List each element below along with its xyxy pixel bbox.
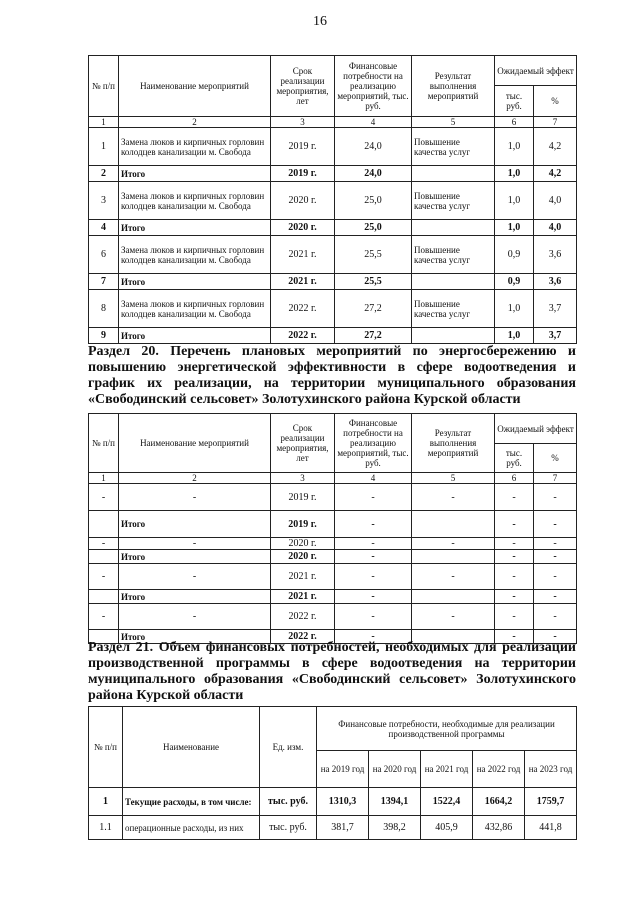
row-effect: - <box>495 550 534 564</box>
header-name: Наименование мероприятий <box>119 56 271 117</box>
row-effect: - <box>495 484 534 511</box>
table-row <box>89 590 577 604</box>
row-value: 1394,1 <box>369 788 421 816</box>
row-percent: 4,0 <box>534 182 577 220</box>
header-effect-percent: % <box>534 444 577 473</box>
row-effect: 0,9 <box>495 236 534 274</box>
row-num: - <box>89 604 119 630</box>
row-num <box>89 590 119 604</box>
row-term: 2021 г. <box>271 590 335 604</box>
row-num: - <box>89 484 119 511</box>
row-finance: 25,5 <box>335 274 412 290</box>
row-result <box>412 590 495 604</box>
row-term: 2019 г. <box>271 166 335 182</box>
row-term: 2022 г. <box>271 630 335 644</box>
row-finance: 25,5 <box>335 236 412 274</box>
row-result <box>412 550 495 564</box>
col-number: 3 <box>271 117 335 128</box>
row-num: 6 <box>89 236 119 274</box>
row-finance: - <box>335 630 412 644</box>
row-term: 2022 г. <box>271 604 335 630</box>
col-number: 3 <box>271 473 335 484</box>
row-percent: - <box>534 484 577 511</box>
row-effect: - <box>495 564 534 590</box>
row-effect: 1,0 <box>495 128 534 166</box>
col-number: 6 <box>495 117 534 128</box>
row-percent: 3,6 <box>534 274 577 290</box>
table-row <box>89 788 577 816</box>
row-value: 1522,4 <box>421 788 473 816</box>
row-unit: тыс. руб. <box>260 788 317 816</box>
row-name: Текущие расходы, в том числе: <box>123 788 260 816</box>
row-term: 2022 г. <box>271 328 335 344</box>
row-percent: - <box>534 590 577 604</box>
col-number: 2 <box>119 117 271 128</box>
row-num <box>89 550 119 564</box>
header-term: Срок реализации мероприятия, лет <box>271 414 335 473</box>
table-row <box>89 274 577 290</box>
col-number: 4 <box>335 117 412 128</box>
row-name: - <box>119 604 271 630</box>
table-row <box>89 328 577 344</box>
row-result <box>412 511 495 538</box>
row-name: Замена люков и кирпичных горловин колодцев канализации м. Свобода <box>119 290 271 328</box>
row-num: 2 <box>89 166 119 182</box>
col-number: 5 <box>412 117 495 128</box>
row-percent: 3,6 <box>534 236 577 274</box>
row-value: 1759,7 <box>525 788 577 816</box>
row-finance: 25,0 <box>335 182 412 220</box>
header-result: Результат выполнения мероприятий <box>412 56 495 117</box>
header-result: Результат выполнения мероприятий <box>412 414 495 473</box>
page-number: 16 <box>313 14 327 29</box>
row-num: 1.1 <box>89 816 123 840</box>
row-term: 2020 г. <box>271 220 335 236</box>
row-name: - <box>119 564 271 590</box>
header-year: на 2022 год <box>473 751 525 788</box>
table-row <box>89 182 577 220</box>
section-20-title: Раздел 20. Перечень плановых мероприятий по энергосбережению и повышению энергетической эффективности в сфере водоотведения и график их реализации, на территории муниципального образования «Свободинский сельсовет» Золотухинского района Курской области <box>88 344 576 407</box>
row-result: - <box>412 484 495 511</box>
header-unit: Ед. изм. <box>260 707 317 788</box>
col-number: 7 <box>534 117 577 128</box>
col-number: 6 <box>495 473 534 484</box>
row-name: Итого <box>119 590 271 604</box>
row-name: Замена люков и кирпичных горловин колодцев канализации м. Свобода <box>119 236 271 274</box>
header-term: Срок реализации мероприятия, лет <box>271 56 335 117</box>
header-finance: Финансовые потребности на реализацию мероприятий, тыс. руб. <box>335 414 412 473</box>
row-result <box>412 274 495 290</box>
table-row <box>89 538 577 550</box>
header-finance: Финансовые потребности на реализацию мероприятий, тыс. руб. <box>335 56 412 117</box>
row-name: Замена люков и кирпичных горловин колодцев канализации м. Свобода <box>119 182 271 220</box>
section-21-title: Раздел 21. Объем финансовых потребностей, необходимых для реализации производственной программы в сфере водоотведения на территории муниципального образования «Свободинский сельсовет» Золотухинского района Курской области <box>88 640 576 703</box>
row-finance: 25,0 <box>335 220 412 236</box>
table-row <box>89 290 577 328</box>
row-effect: 0,9 <box>495 274 534 290</box>
row-name: Итого <box>119 630 271 644</box>
row-num: 4 <box>89 220 119 236</box>
row-finance: 24,0 <box>335 128 412 166</box>
row-term: 2021 г. <box>271 274 335 290</box>
row-term: 2020 г. <box>271 538 335 550</box>
row-term: 2022 г. <box>271 290 335 328</box>
row-num: 1 <box>89 128 119 166</box>
table-row <box>89 816 577 840</box>
row-result <box>412 220 495 236</box>
row-result: Повышение качества услуг <box>412 236 495 274</box>
row-term: 2019 г. <box>271 484 335 511</box>
row-num: - <box>89 538 119 550</box>
header-effect: Ожидаемый эффект <box>495 56 577 86</box>
table-row <box>89 511 577 538</box>
col-number: 7 <box>534 473 577 484</box>
row-value: 381,7 <box>317 816 369 840</box>
row-percent: - <box>534 604 577 630</box>
row-term: 2021 г. <box>271 564 335 590</box>
header-effect-percent: % <box>534 86 577 117</box>
row-term: 2021 г. <box>271 236 335 274</box>
row-term: 2019 г. <box>271 128 335 166</box>
row-result: Повышение качества услуг <box>412 182 495 220</box>
row-result: - <box>412 538 495 550</box>
row-num <box>89 511 119 538</box>
row-result: Повышение качества услуг <box>412 128 495 166</box>
row-finance: - <box>335 590 412 604</box>
row-effect: - <box>495 630 534 644</box>
measures-table-1 <box>88 55 577 344</box>
row-value: 441,8 <box>525 816 577 840</box>
row-effect: 1,0 <box>495 220 534 236</box>
row-name: - <box>119 484 271 511</box>
row-num: 3 <box>89 182 119 220</box>
table-row <box>89 166 577 182</box>
col-number: 1 <box>89 473 119 484</box>
row-effect: - <box>495 590 534 604</box>
row-num: 7 <box>89 274 119 290</box>
col-number: 5 <box>412 473 495 484</box>
row-term: 2020 г. <box>271 182 335 220</box>
row-result: - <box>412 564 495 590</box>
header-name: Наименование мероприятий <box>119 414 271 473</box>
row-effect: 1,0 <box>495 328 534 344</box>
row-finance: - <box>335 484 412 511</box>
row-percent: 3,7 <box>534 328 577 344</box>
table-row <box>89 550 577 564</box>
row-percent: 3,7 <box>534 290 577 328</box>
row-effect: 1,0 <box>495 290 534 328</box>
row-name: операционные расходы, из них <box>123 816 260 840</box>
row-name: Итого <box>119 550 271 564</box>
row-name: Итого <box>119 328 271 344</box>
row-finance: 27,2 <box>335 328 412 344</box>
row-percent: - <box>534 630 577 644</box>
table-row <box>89 220 577 236</box>
row-name: - <box>119 538 271 550</box>
header-finance: Финансовые потребности, необходимые для реализации производственной программы <box>317 707 577 751</box>
row-finance: - <box>335 538 412 550</box>
row-percent: - <box>534 564 577 590</box>
row-name: Итого <box>119 166 271 182</box>
row-num: 9 <box>89 328 119 344</box>
header-name: Наименование <box>123 707 260 788</box>
row-num: 1 <box>89 788 123 816</box>
row-finance: 24,0 <box>335 166 412 182</box>
col-number: 2 <box>119 473 271 484</box>
row-value: 1310,3 <box>317 788 369 816</box>
row-effect: - <box>495 538 534 550</box>
row-effect: - <box>495 511 534 538</box>
row-name: Замена люков и кирпичных горловин колодцев канализации м. Свобода <box>119 128 271 166</box>
row-term: 2019 г. <box>271 511 335 538</box>
row-finance: 27,2 <box>335 290 412 328</box>
header-effect: Ожидаемый эффект <box>495 414 577 444</box>
row-result <box>412 328 495 344</box>
finance-needs-table <box>88 706 577 840</box>
table-row <box>89 236 577 274</box>
header-year: на 2023 год <box>525 751 577 788</box>
row-num: - <box>89 564 119 590</box>
header-num: № п/п <box>89 414 119 473</box>
header-num: № п/п <box>89 56 119 117</box>
table-row <box>89 128 577 166</box>
row-value: 398,2 <box>369 816 421 840</box>
header-effect-thousand: тыс. руб. <box>495 444 534 473</box>
row-percent: - <box>534 511 577 538</box>
row-percent: - <box>534 550 577 564</box>
row-finance: - <box>335 550 412 564</box>
table-row <box>89 564 577 590</box>
row-num: 8 <box>89 290 119 328</box>
header-num: № п/п <box>89 707 123 788</box>
row-finance: - <box>335 564 412 590</box>
row-name: Итого <box>119 511 271 538</box>
header-year: на 2020 год <box>369 751 421 788</box>
table-row <box>89 484 577 511</box>
col-number: 1 <box>89 117 119 128</box>
row-effect: - <box>495 604 534 630</box>
row-value: 1664,2 <box>473 788 525 816</box>
row-finance: - <box>335 604 412 630</box>
measures-table-2 <box>88 413 577 644</box>
row-percent: 4,2 <box>534 128 577 166</box>
row-effect: 1,0 <box>495 182 534 220</box>
row-unit: тыс. руб. <box>260 816 317 840</box>
row-name: Итого <box>119 220 271 236</box>
row-value: 432,86 <box>473 816 525 840</box>
row-term: 2020 г. <box>271 550 335 564</box>
row-percent: 4,2 <box>534 166 577 182</box>
row-result: Повышение качества услуг <box>412 290 495 328</box>
row-name: Итого <box>119 274 271 290</box>
header-year: на 2021 год <box>421 751 473 788</box>
header-effect-thousand: тыс. руб. <box>495 86 534 117</box>
row-value: 405,9 <box>421 816 473 840</box>
row-finance: - <box>335 511 412 538</box>
row-percent: - <box>534 538 577 550</box>
row-result: - <box>412 604 495 630</box>
header-year: на 2019 год <box>317 751 369 788</box>
row-percent: 4,0 <box>534 220 577 236</box>
row-result <box>412 166 495 182</box>
table-row <box>89 604 577 630</box>
col-number: 4 <box>335 473 412 484</box>
row-effect: 1,0 <box>495 166 534 182</box>
